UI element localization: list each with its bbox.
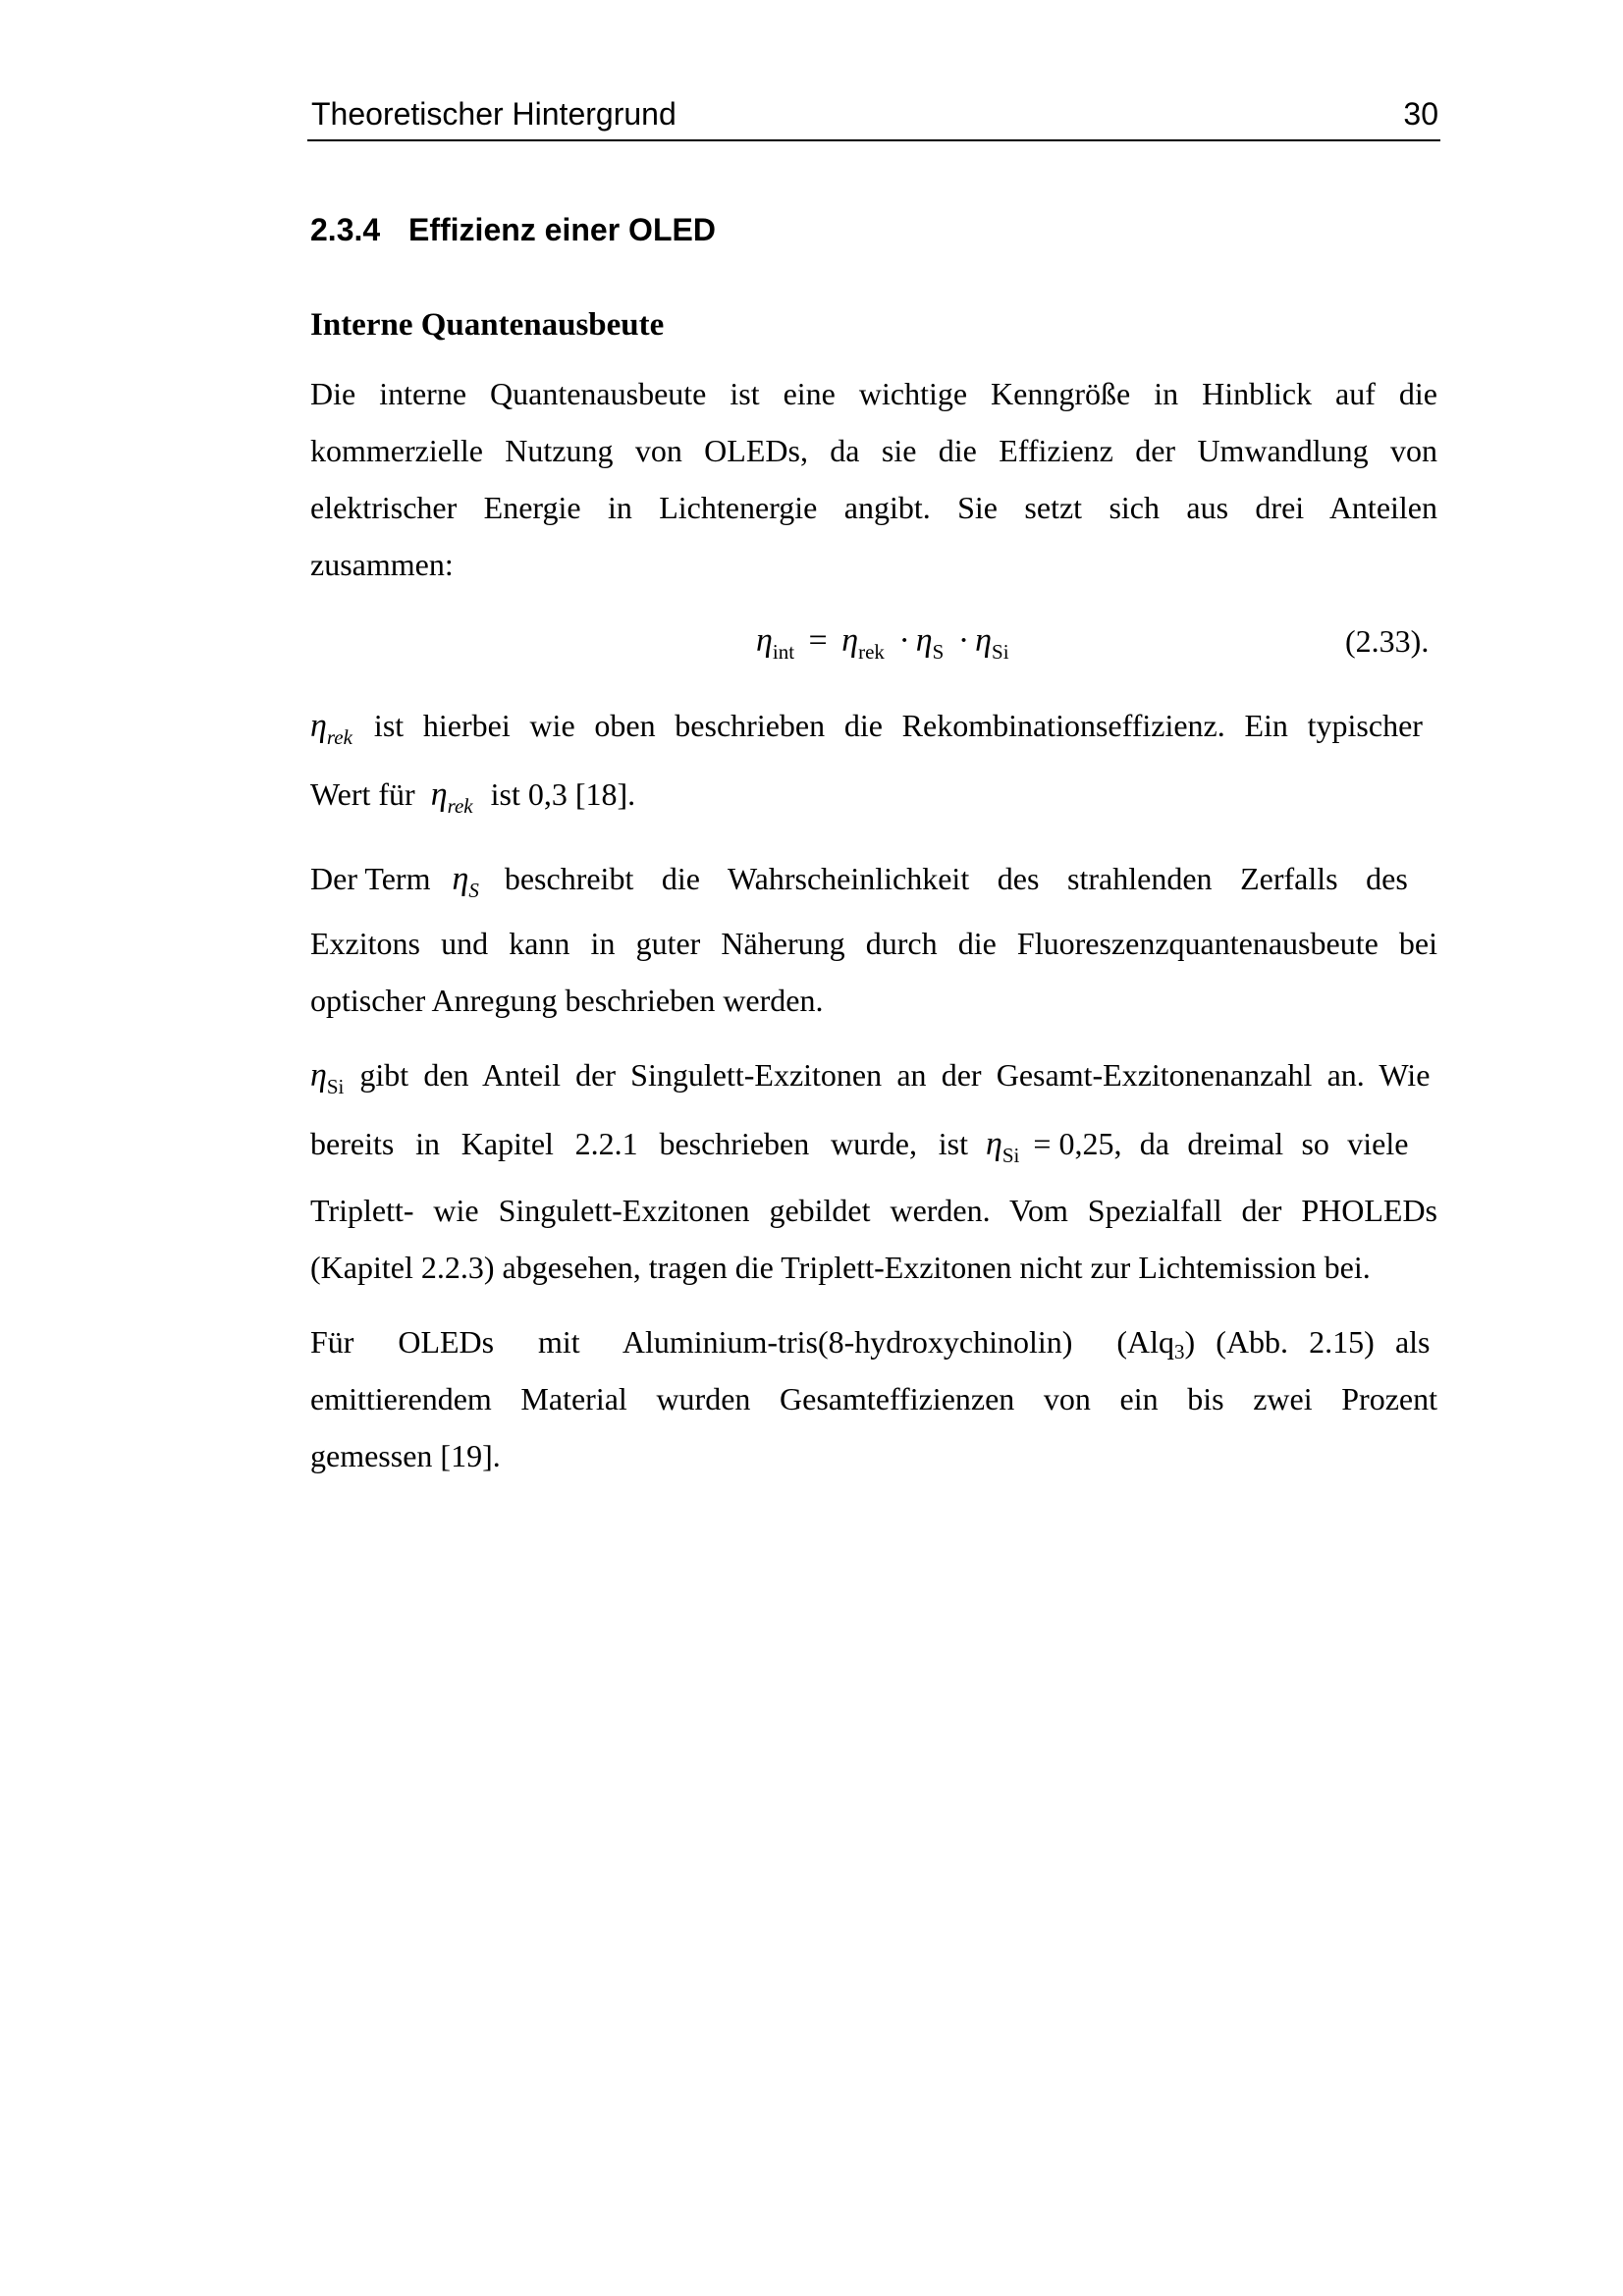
section-heading [310, 212, 716, 248]
paragraph4-line2-suffix: , da dreimal so viele [1113, 1126, 1409, 1161]
alq-subscript: 3 [1174, 1340, 1185, 1363]
paragraph3-line3: optischer Anregung beschrieben werden. [310, 983, 824, 1018]
eta-symbol: η [986, 1126, 1002, 1162]
eta-symbol: η [841, 622, 859, 659]
section-title: Effizienz einer OLED [408, 212, 716, 247]
header-title: Theoretischer Hintergrund [311, 96, 676, 132]
paragraph1-line3: elektrischer Energie in Lichtenergie angibt. Sie setzt sich aus drei Anteilen [310, 490, 1437, 525]
paragraph2-line2-suffix: ist 0,3 [18]. [490, 776, 636, 812]
eta-symbol: η [430, 776, 448, 813]
running-header [307, 94, 1440, 141]
eta-rek-subscript: rek [326, 725, 352, 749]
eta-rek-subscript: rek [447, 794, 473, 818]
equals-sign: = [808, 622, 828, 659]
eta-symbol: η [975, 622, 993, 659]
eta-s-subscript: S [932, 640, 945, 664]
eta-s-subscript: S [468, 879, 479, 902]
paragraph5-line1-prefix: Für OLEDs mit Aluminium-tris(8-hydroxychinolin) (Alq [310, 1324, 1174, 1360]
equation-2-33 [756, 618, 1009, 664]
multiplication-dot: · [898, 622, 910, 659]
eta-si-subscript: Si [326, 1075, 345, 1098]
multiplication-dot: · [957, 622, 970, 659]
paragraph1-line2: kommerzielle Nutzung von OLEDs, da sie die Effizienz der Umwandlung von [310, 433, 1437, 468]
paragraph5-line1-suffix: ) (Abb. 2.15) als [1184, 1324, 1431, 1360]
paragraph4-line1 [310, 1054, 1437, 1098]
paragraph1-line1: Die interne Quantenausbeute ist eine wichtige Kenngröße in Hinblick auf die [310, 376, 1437, 411]
eta-si-subscript: Si [992, 640, 1009, 664]
paragraph4-line1-text: gibt den Anteil der Singulett-Exzitonen an der Gesamt-Exzitonenanzahl an. Wie [359, 1057, 1431, 1093]
eta-rek-subscript: rek [858, 640, 885, 664]
eta-symbol: η [915, 622, 933, 659]
eta-int-subscript: int [772, 640, 795, 664]
paragraph3-line1-suffix: beschreibt die Wahrscheinlichkeit des strahlenden Zerfalls des [504, 861, 1408, 896]
paragraph4-line2-equation: = 0,25 [1033, 1126, 1114, 1161]
paragraph2-line1-text: ist hierbei wie oben beschrieben die Rekombinationseffizienz. Ein typischer [373, 708, 1423, 743]
paragraph2-line1 [310, 705, 1437, 749]
paragraph2-line2-prefix: Wert für [310, 776, 415, 812]
subsection-heading: Interne Quantenausbeute [310, 307, 665, 343]
paragraph3-line1-prefix: Der Term [310, 861, 431, 896]
paragraph5-line2: emittierendem Material wurden Gesamteffizienzen von ein bis zwei Prozent [310, 1381, 1437, 1416]
page-number: 30 [1403, 96, 1438, 132]
paragraph4-line4: (Kapitel 2.2.3) abgesehen, tragen die Triplett-Exzitonen nicht zur Lichtemission bei. [310, 1250, 1371, 1285]
eta-symbol: η [310, 708, 327, 744]
section-number: 2.3.4 [310, 212, 381, 247]
eta-si-subscript: Si [1001, 1144, 1020, 1167]
paragraph3-line1 [310, 858, 1437, 902]
paragraph1-line4: zusammen: [310, 547, 454, 582]
eta-symbol: η [310, 1057, 327, 1094]
paragraph4-line2 [310, 1123, 1437, 1167]
equation-number: (2.33). [1345, 623, 1430, 659]
paragraph4-line3: Triplett- wie Singulett-Exzitonen gebildet werden. Vom Spezialfall der PHOLEDs [310, 1193, 1437, 1228]
paragraph5-line1 [310, 1321, 1437, 1362]
paragraph2-line2 [310, 774, 636, 818]
paragraph5-line3: gemessen [19]. [310, 1438, 501, 1473]
paragraph3-line2: Exzitons und kann in guter Näherung durch die Fluoreszenzquantenausbeute bei [310, 926, 1437, 961]
eta-symbol: η [452, 861, 469, 897]
paragraph4-line2-prefix: bereits in Kapitel 2.2.1 beschrieben wurde, ist [310, 1126, 968, 1161]
eta-symbol: η [756, 622, 773, 659]
